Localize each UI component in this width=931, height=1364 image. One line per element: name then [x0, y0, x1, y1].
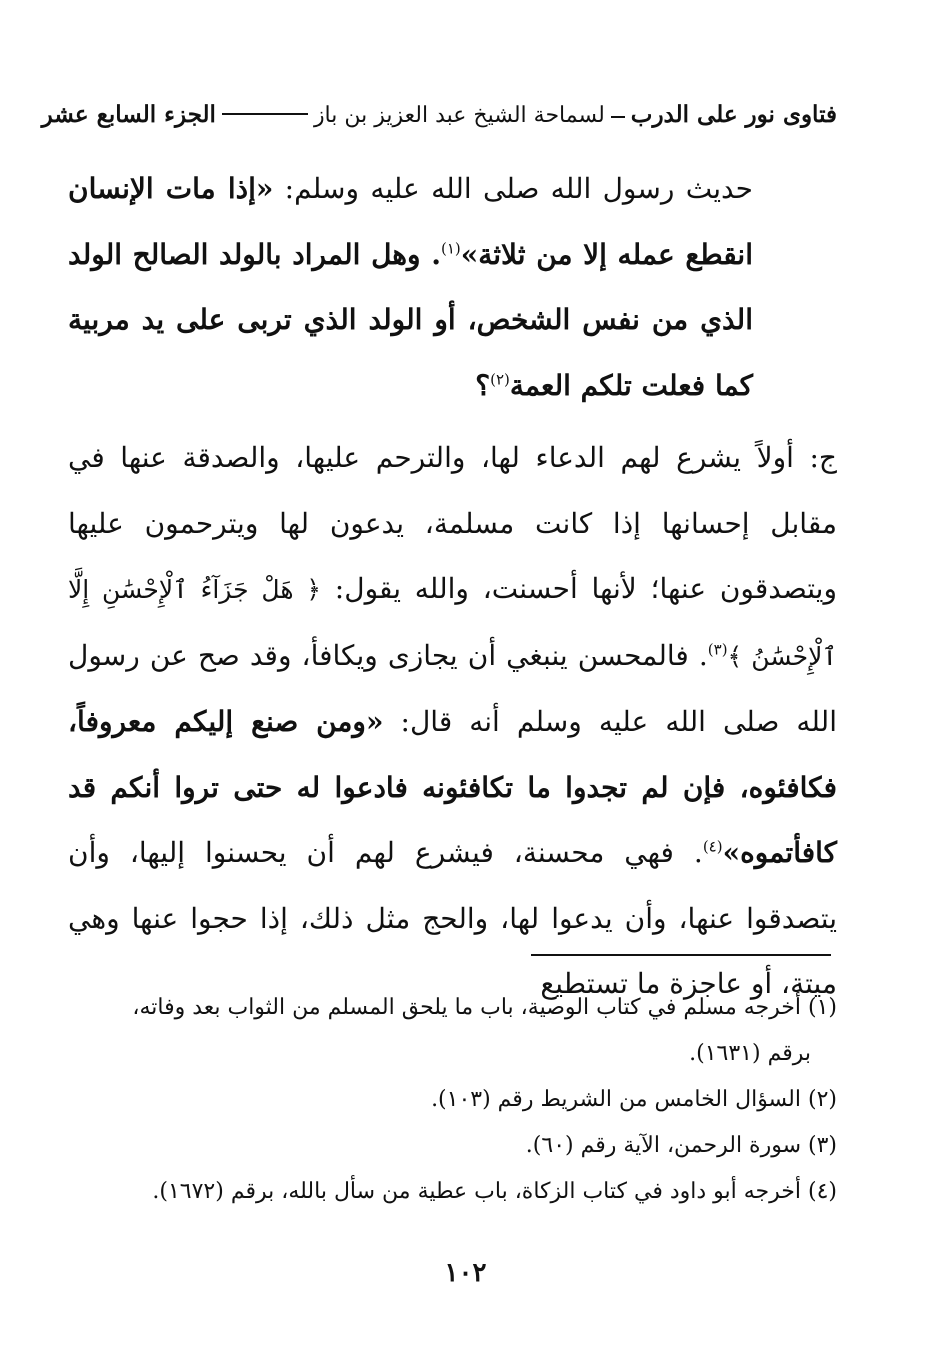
footnote-2 — [90, 1077, 837, 1123]
footnote-ref-4: (٤) — [702, 837, 723, 856]
footnote-1-continuation: برقم (١٦٣١). — [689, 1041, 811, 1066]
running-header — [41, 96, 837, 132]
footnote-3-text: (٣) سورة الرحمن، الآية رقم (٦٠). — [525, 1133, 837, 1158]
answer-hadith: «ومن صنع إليكم معروفاً، فكافئوه، فإن لم تجدوا ما تكافئونه فادعوا له حتى تروا أنكم قد كافأتموه» — [68, 705, 837, 869]
header-separator — [611, 116, 625, 118]
footnote-ref-1: (١) — [440, 239, 461, 258]
header-rule — [222, 113, 308, 115]
page-number: ١٠٢ — [444, 1258, 487, 1288]
footnote-ref-3: (٣) — [707, 640, 728, 659]
footnote-separator — [531, 954, 831, 956]
footnote-2-text: (٢) السؤال الخامس من الشريط رقم (١٠٣). — [431, 1087, 837, 1112]
footnote-ref-2: (٢) — [490, 370, 510, 389]
footnote-4-text: (٤) أخرجه أبو داود في كتاب الزكاة، باب عطية من سأل بالله، برقم (١٦٧٢). — [152, 1179, 837, 1204]
answer-part2: . فالمحسن ينبغي أن يجازى ويكافأ، وقد صح عن رسول الله صلى الله عليه وسلم أنه قال: — [68, 638, 837, 738]
header-volume: الجزء السابع عشر — [41, 100, 216, 128]
question-rest: . وهل المراد بالولد الصالح الولد الذي من نفس الشخص، أو الولد الذي تربى على يد مربية كما فعلت تلكم العمة — [68, 237, 753, 402]
answer-part3: . فهي محسنة، فيشرع لهم أن يحسنوا إليها، وأن يتصدقوا عنها، وأن يدعوا لها، والحج مثل ذلك، إذا حجوا عنها وهي ميتة، أو عاجزة ما تستطيع — [68, 836, 837, 1000]
question-lead: حديث رسول الله صلى الله عليه وسلم: — [273, 172, 753, 205]
footnote-3 — [90, 1123, 837, 1169]
header-author: لسماحة الشيخ عبد العزيز بن باز — [313, 102, 605, 128]
question-paragraph — [68, 156, 753, 418]
question-block — [68, 156, 753, 418]
question-end: ؟ — [475, 368, 491, 402]
header-series: فتاوى نور على الدرب — [630, 100, 837, 128]
footnote-1-text: (١) أخرجه مسلم في كتاب الوصية، باب ما يلحق المسلم من الثواب بعد وفاته، — [132, 995, 837, 1020]
answer-block — [68, 425, 837, 1017]
answer-paragraph — [68, 425, 837, 1017]
footnote-4 — [90, 1169, 837, 1215]
footnote-1 — [90, 985, 837, 1077]
footnotes — [90, 985, 837, 1215]
answer-part1: ج: أولاً يشرع لهم الدعاء لها، والترحم عليها، والصدقة عنها في مقابل إحسانها إذا كانت مسلمة، يدعون لها ويترحمون عليها ويتصدقون عنها؛ لأنها أحسنت، والله يقول: — [68, 441, 837, 605]
question-hadith: «إذا مات الإنسان انقطع عمله إلا من ثلاثة» — [68, 172, 753, 271]
quran-verse: ﴿ هَلْ جَزَآءُ ٱلْإِحْسَٰنِ إِلَّا ٱلْإِحْسَٰنُ ﴾ — [68, 575, 838, 671]
header-volume-block — [42, 101, 314, 128]
header-title — [314, 101, 837, 128]
